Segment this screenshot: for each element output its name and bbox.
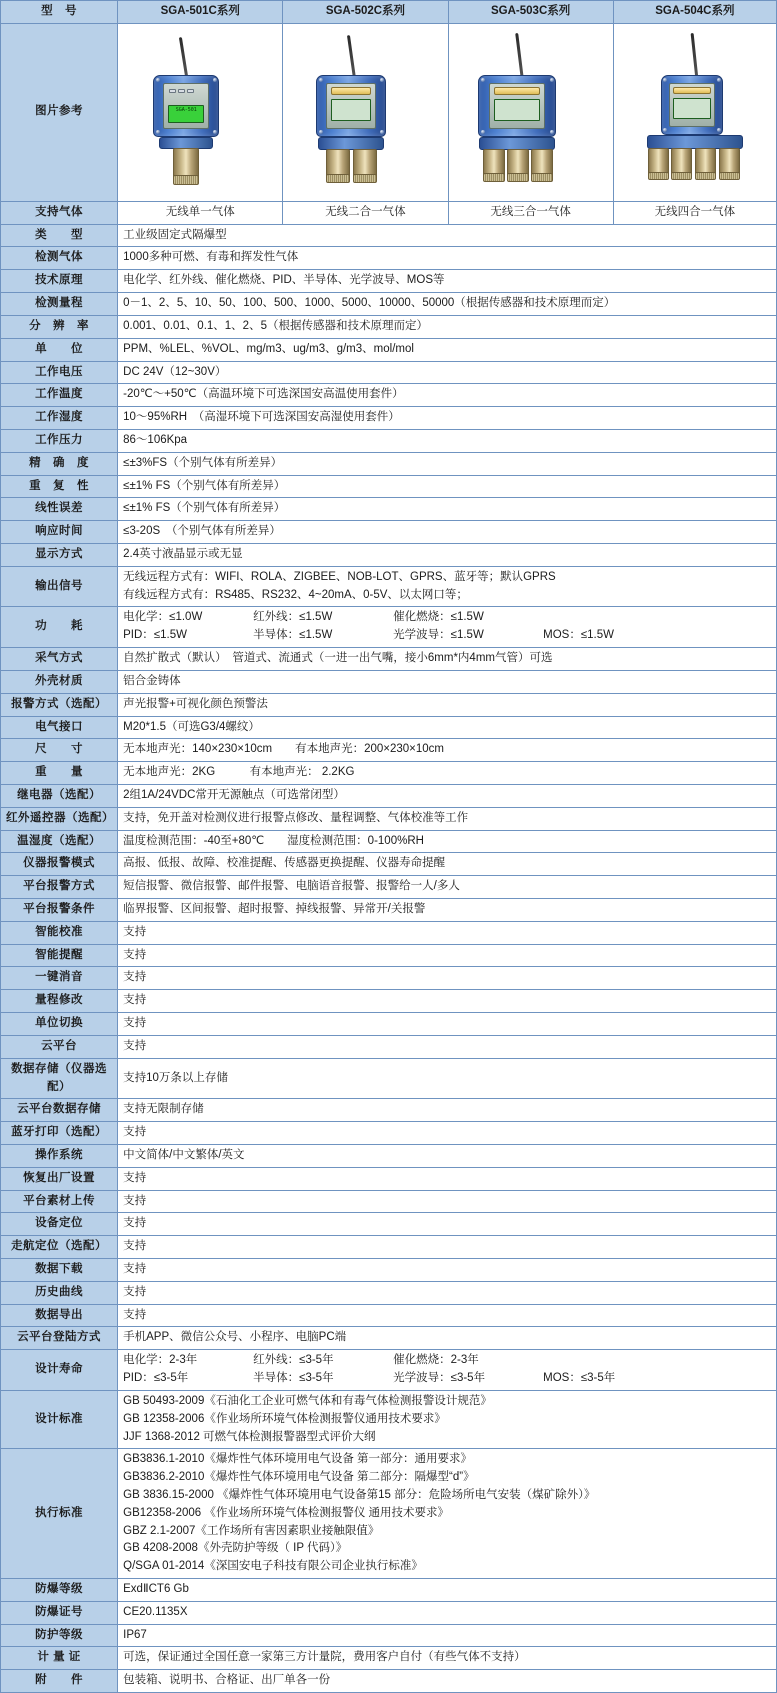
table-row-design-standard: [1, 1390, 777, 1448]
table-row: [1, 1122, 777, 1145]
row-value: 支持: [118, 1167, 777, 1190]
model-column-2: SGA-502C系列: [283, 1, 448, 24]
table-row: [1, 452, 777, 475]
row-label: 平台报警条件: [1, 899, 118, 922]
table-row: [1, 1190, 777, 1213]
gas-support-value-2: 无线二合一气体: [283, 201, 448, 224]
sensor-mesh: [326, 174, 350, 183]
table-row: [1, 1099, 777, 1122]
table-row: [1, 944, 777, 967]
row-label: 单 位: [1, 338, 118, 361]
table-row: [1, 1013, 777, 1036]
table-row: [1, 990, 777, 1013]
life-cell: 半导体：≤3-5年: [253, 1372, 334, 1385]
antenna-icon: [690, 33, 698, 79]
device-buttons: [169, 89, 194, 93]
row-value: 包装箱、说明书、合格证、出厂单各一份: [118, 1670, 777, 1693]
row-label: 一键消音: [1, 967, 118, 990]
device-display: [331, 99, 371, 121]
row-label: 防护等级: [1, 1624, 118, 1647]
output-signal-line-2: 有线远程方式有：RS485、RS232、4~20mA、0-5V、以太网口等；: [123, 588, 468, 601]
row-value: 支持: [118, 967, 777, 990]
life-cell: 催化燃烧：2-3年: [393, 1354, 479, 1367]
table-row: [1, 739, 777, 762]
row-label: 精 确 度: [1, 452, 118, 475]
row-value: 支持: [118, 990, 777, 1013]
row-value: 支持无限制存储: [118, 1099, 777, 1122]
detector-illustration-triple: [456, 27, 606, 197]
sensor-mesh: [507, 173, 529, 182]
row-value: 临界报警、区间报警、超时报警、掉线报警、异常开/关报警: [118, 899, 777, 922]
row-label: 尺 寸: [1, 739, 118, 762]
table-row: [1, 498, 777, 521]
table-row-design-life: [1, 1350, 777, 1391]
standard-line: GB 50493-2009《石油化工企业可燃气体和有毒气体检测报警设计规范》: [123, 1394, 492, 1407]
detector-illustration-quad: [623, 27, 767, 197]
table-row: [1, 247, 777, 270]
row-label: 工作压力: [1, 429, 118, 452]
row-label: 外壳材质: [1, 670, 118, 693]
row-label: 检测气体: [1, 247, 118, 270]
standard-line: GB12358-2006 《作业场所环境气体检测报警仪 通用技术要求》: [123, 1506, 450, 1519]
row-label: 走航定位（选配）: [1, 1236, 118, 1259]
standard-line: GB 3836.15-2000 《爆炸性气体环境用电气设备第15 部分：危险场所电气安装（煤矿除外）》: [123, 1488, 596, 1501]
standard-line: GB3836.2-2010《爆炸性气体环境用电气设备 第二部分：隔爆型“d”》: [123, 1471, 475, 1484]
power-cell: MOS：≤1.5W: [543, 629, 614, 642]
alarm-light-bar: [331, 87, 371, 95]
table-row: [1, 1579, 777, 1602]
row-label: 报警方式（选配）: [1, 693, 118, 716]
table-row: [1, 1035, 777, 1058]
row-label: 工作湿度: [1, 407, 118, 430]
row-value: 无本地声光：140×230×10cm 有本地声光：200×230×10cm: [118, 739, 777, 762]
row-label: 采气方式: [1, 648, 118, 671]
device-display: [673, 98, 711, 119]
table-row: [1, 1647, 777, 1670]
antenna-icon: [347, 35, 356, 79]
table-row: [1, 1624, 777, 1647]
row-label: 数据导出: [1, 1304, 118, 1327]
standard-line: GBZ 2.1-2007《工作场所有害因素职业接触限值》: [123, 1524, 380, 1537]
row-value: 支持: [118, 944, 777, 967]
power-value: [118, 607, 777, 648]
row-value: 支持: [118, 1190, 777, 1213]
standard-line: GB 4208-2008《外壳防护等级（ IP 代码）》: [123, 1542, 348, 1555]
row-value: PPM、%LEL、%VOL、mg/m3、ug/m3、g/m3、mol/mol: [118, 338, 777, 361]
table-row: [1, 475, 777, 498]
row-label: 云平台数据存储: [1, 1099, 118, 1122]
antenna-icon: [179, 37, 188, 77]
life-line-2: [123, 1370, 771, 1388]
sensor-mesh: [719, 172, 740, 180]
row-value: ≤±1% FS（个别气体有所差异）: [118, 498, 777, 521]
power-cell: PID：≤1.5W: [123, 629, 187, 642]
row-value: 0.001、0.01、0.1、1、2、5（根据传感器和技术原理而定）: [118, 315, 777, 338]
table-row: [1, 1327, 777, 1350]
sensor-mesh: [173, 175, 199, 185]
model-column-3: SGA-503C系列: [448, 1, 613, 24]
table-row: [1, 1601, 777, 1624]
row-label: 附 件: [1, 1670, 118, 1693]
standard-line: JJF 1368-2012 可燃气体检测报警器型式评价大纲: [123, 1430, 376, 1443]
display-text: SGA-501: [175, 107, 197, 114]
table-row: [1, 648, 777, 671]
row-label: 技术原理: [1, 270, 118, 293]
table-row-models: [1, 1, 777, 24]
table-row-power: [1, 607, 777, 648]
row-label: 继电器（选配）: [1, 784, 118, 807]
table-row: [1, 899, 777, 922]
model-column-1: SGA-501C系列: [118, 1, 283, 24]
row-label: 历史曲线: [1, 1281, 118, 1304]
table-row: [1, 407, 777, 430]
bolt-icon: [481, 78, 485, 82]
bolt-icon: [550, 78, 554, 82]
sensor-mesh: [531, 173, 553, 182]
row-value: ExdⅡCT6 Gb: [118, 1579, 777, 1602]
gas-support-value-1: 无线单一气体: [118, 201, 283, 224]
table-row: [1, 762, 777, 785]
power-cell: 半导体：≤1.5W: [253, 629, 333, 642]
row-value: DC 24V（12~30V）: [118, 361, 777, 384]
row-value: 工业级固定式隔爆型: [118, 224, 777, 247]
power-line-1: [123, 609, 771, 627]
row-label: 单位切换: [1, 1013, 118, 1036]
table-row: [1, 315, 777, 338]
row-label: 智能校准: [1, 921, 118, 944]
row-label: 防爆等级: [1, 1579, 118, 1602]
row-value: 温度检测范围：-40至+80℃ 湿度检测范围：0-100%RH: [118, 830, 777, 853]
antenna-icon: [515, 33, 524, 79]
table-row: [1, 921, 777, 944]
life-cell: MOS：≤3-5年: [543, 1372, 616, 1385]
row-label: 红外遥控器（选配）: [1, 807, 118, 830]
table-row: [1, 784, 777, 807]
table-row: [1, 544, 777, 567]
row-value: 86～106Kpa: [118, 429, 777, 452]
table-row: [1, 224, 777, 247]
row-value: 高报、低报、故障、校准提醒、传感器更换提醒、仪器寿命提醒: [118, 853, 777, 876]
table-row: [1, 693, 777, 716]
sensor-mesh: [648, 172, 669, 180]
power-cell: 催化燃烧：≤1.5W: [393, 611, 484, 624]
row-label: 类 型: [1, 224, 118, 247]
table-row: [1, 293, 777, 316]
device-display: [494, 99, 540, 121]
alarm-light-bar: [494, 87, 540, 95]
exec-standard-value: [118, 1449, 777, 1579]
table-row: [1, 830, 777, 853]
row-label: 量程修改: [1, 990, 118, 1013]
table-row: [1, 1259, 777, 1282]
table-row-gas-support: [1, 201, 777, 224]
row-label-photo-reference: 图片参考: [1, 23, 118, 201]
table-row: [1, 1058, 777, 1099]
row-label-design-life: 设计寿命: [1, 1350, 118, 1391]
alarm-light-bar: [673, 87, 711, 94]
table-row-photos: [1, 23, 777, 201]
row-value: 手机APP、微信公众号、小程序、电脑PC端: [118, 1327, 777, 1350]
row-value: CE20.1135X: [118, 1601, 777, 1624]
row-value: ≤±1% FS（个别气体有所差异）: [118, 475, 777, 498]
detector-illustration-dual: [290, 27, 440, 197]
row-value: ≤±3%FS（个别气体有所差异）: [118, 452, 777, 475]
row-label-design-standard: 设计标准: [1, 1390, 118, 1448]
row-label: 云平台: [1, 1035, 118, 1058]
standard-line: GB3836.1-2010《爆炸性气体环境用电气设备 第一部分：通用要求》: [123, 1453, 473, 1466]
row-value: 支持: [118, 1013, 777, 1036]
row-label: 重 复 性: [1, 475, 118, 498]
row-label-model: 型 号: [1, 1, 118, 24]
gas-support-value-3: 无线三合一气体: [448, 201, 613, 224]
row-label-exec-standard: 执行标准: [1, 1449, 118, 1579]
row-value: 支持: [118, 1122, 777, 1145]
row-label: 计 量 证: [1, 1647, 118, 1670]
sensor-mesh: [671, 172, 692, 180]
row-value: 支持，免开盖对检测仪进行报警点修改、量程调整、气体校准等工作: [118, 807, 777, 830]
row-label: 温湿度（选配）: [1, 830, 118, 853]
row-value: 支持: [118, 1281, 777, 1304]
row-value: 1000多种可燃、有毒和挥发性气体: [118, 247, 777, 270]
table-row: [1, 1281, 777, 1304]
product-photo-504c: [613, 23, 776, 201]
row-label: 数据下载: [1, 1259, 118, 1282]
model-column-4: SGA-504C系列: [613, 1, 776, 24]
row-label: 智能提醒: [1, 944, 118, 967]
row-value: 0－1、2、5、10、50、100、500、1000、5000、10000、50000（根据传感器和技术原理而定）: [118, 293, 777, 316]
row-value: 支持10万条以上存储: [118, 1058, 777, 1099]
row-value: 支持: [118, 1304, 777, 1327]
row-label: 操作系统: [1, 1144, 118, 1167]
row-value: 支持: [118, 1236, 777, 1259]
life-cell: 红外线：≤3-5年: [253, 1354, 334, 1367]
row-label: 蓝牙打印（选配）: [1, 1122, 118, 1145]
table-row: [1, 853, 777, 876]
row-value: 10～95%RH （高湿环境下可选深国安高湿使用套件）: [118, 407, 777, 430]
row-value: 中文简体/中文繁体/英文: [118, 1144, 777, 1167]
gas-support-value-4: 无线四合一气体: [613, 201, 776, 224]
life-cell: 电化学：2-3年: [123, 1354, 198, 1367]
row-value: 支持: [118, 1259, 777, 1282]
table-row: [1, 521, 777, 544]
product-photo-501c: [118, 23, 283, 201]
table-row: [1, 1213, 777, 1236]
row-value: 可选，保证通过全国任意一家第三方计量院，费用客户自付（有些气体不支持）: [118, 1647, 777, 1670]
row-label: 电气接口: [1, 716, 118, 739]
design-standard-value: [118, 1390, 777, 1448]
power-cell: 电化学：≤1.0W: [123, 611, 203, 624]
table-row: [1, 429, 777, 452]
sensor-mesh: [353, 174, 377, 183]
row-value: 铝合金铸体: [118, 670, 777, 693]
row-label: 恢复出厂设置: [1, 1167, 118, 1190]
table-row: [1, 1304, 777, 1327]
table-row: [1, 384, 777, 407]
table-row: [1, 1144, 777, 1167]
row-label-output-signal: 输出信号: [1, 566, 118, 607]
bolt-icon: [550, 130, 554, 134]
standard-line: GB 12358-2006《作业场所环境气体检测报警仪通用技术要求》: [123, 1412, 446, 1425]
table-row: [1, 1236, 777, 1259]
device-display: [168, 105, 204, 123]
product-photo-502c: [283, 23, 448, 201]
power-cell: 红外线：≤1.5W: [253, 611, 333, 624]
row-value: ≤3-20S （个别气体有所差异）: [118, 521, 777, 544]
row-label: 数据存储（仪器选配）: [1, 1058, 118, 1099]
output-signal-line-1: 无线远程方式有：WIFI、ROLA、ZIGBEE、NOB-LOT、GPRS、蓝牙等；默认GPRS: [123, 570, 556, 583]
row-label: 分 辨 率: [1, 315, 118, 338]
row-label-gas-support: 支持气体: [1, 201, 118, 224]
table-row-output-signal: [1, 566, 777, 607]
row-value: -20℃～+50℃（高温环境下可选深国安高温使用套件）: [118, 384, 777, 407]
table-row: [1, 338, 777, 361]
row-value: 电化学、红外线、催化燃烧、PID、半导体、光学波导、MOS等: [118, 270, 777, 293]
row-value: 短信报警、微信报警、邮件报警、电脑语音报警、报警给一人/多人: [118, 876, 777, 899]
table-row: [1, 967, 777, 990]
table-row: [1, 807, 777, 830]
row-value: 支持: [118, 1035, 777, 1058]
row-value: 声光报警+可视化颜色预警法: [118, 693, 777, 716]
power-line-2: [123, 627, 771, 645]
row-value: 支持: [118, 921, 777, 944]
bolt-icon: [481, 130, 485, 134]
life-cell: PID：≤3-5年: [123, 1372, 189, 1385]
row-label: 防爆证号: [1, 1601, 118, 1624]
row-label: 响应时间: [1, 521, 118, 544]
row-label: 设备定位: [1, 1213, 118, 1236]
life-cell: 光学波导：≤3-5年: [393, 1372, 486, 1385]
row-value: 支持: [118, 1213, 777, 1236]
table-row: [1, 876, 777, 899]
row-label: 检测量程: [1, 293, 118, 316]
sensor-mesh: [483, 173, 505, 182]
table-row: [1, 1167, 777, 1190]
row-value: 2组1A/24VDC常开无源触点（可选常闭型）: [118, 784, 777, 807]
table-row-exec-standard: [1, 1449, 777, 1579]
table-row: [1, 361, 777, 384]
row-label: 重 量: [1, 762, 118, 785]
row-value: IP67: [118, 1624, 777, 1647]
detector-illustration-single: [125, 27, 275, 197]
row-value: 自然扩散式（默认） 管道式、流通式（一进一出气嘴，接小6mm*内4mm气管）可选: [118, 648, 777, 671]
row-label: 平台素材上传: [1, 1190, 118, 1213]
row-value: 无本地声光：2KG 有本地声光： 2.2KG: [118, 762, 777, 785]
row-label: 工作温度: [1, 384, 118, 407]
row-label: 平台报警方式: [1, 876, 118, 899]
row-value: 2.4英寸液晶显示或无显: [118, 544, 777, 567]
table-row: [1, 270, 777, 293]
table-row: [1, 716, 777, 739]
row-label: 仪器报警模式: [1, 853, 118, 876]
product-photo-503c: [448, 23, 613, 201]
row-label: 线性误差: [1, 498, 118, 521]
sensor-mesh: [695, 172, 716, 180]
output-signal-value: [118, 566, 777, 607]
row-label-power: 功 耗: [1, 607, 118, 648]
table-row: [1, 1670, 777, 1693]
row-label: 云平台登陆方式: [1, 1327, 118, 1350]
row-label: 工作电压: [1, 361, 118, 384]
row-label: 显示方式: [1, 544, 118, 567]
life-line-1: [123, 1352, 771, 1370]
design-life-value: [118, 1350, 777, 1391]
row-value: M20*1.5（可选G3/4螺纹）: [118, 716, 777, 739]
standard-line: Q/SGA 01-2014《深国安电子科技有限公司企业执行标准》: [123, 1560, 423, 1573]
table-row: [1, 670, 777, 693]
power-cell: 光学波导：≤1.5W: [393, 629, 484, 642]
device-flange: [647, 135, 743, 149]
